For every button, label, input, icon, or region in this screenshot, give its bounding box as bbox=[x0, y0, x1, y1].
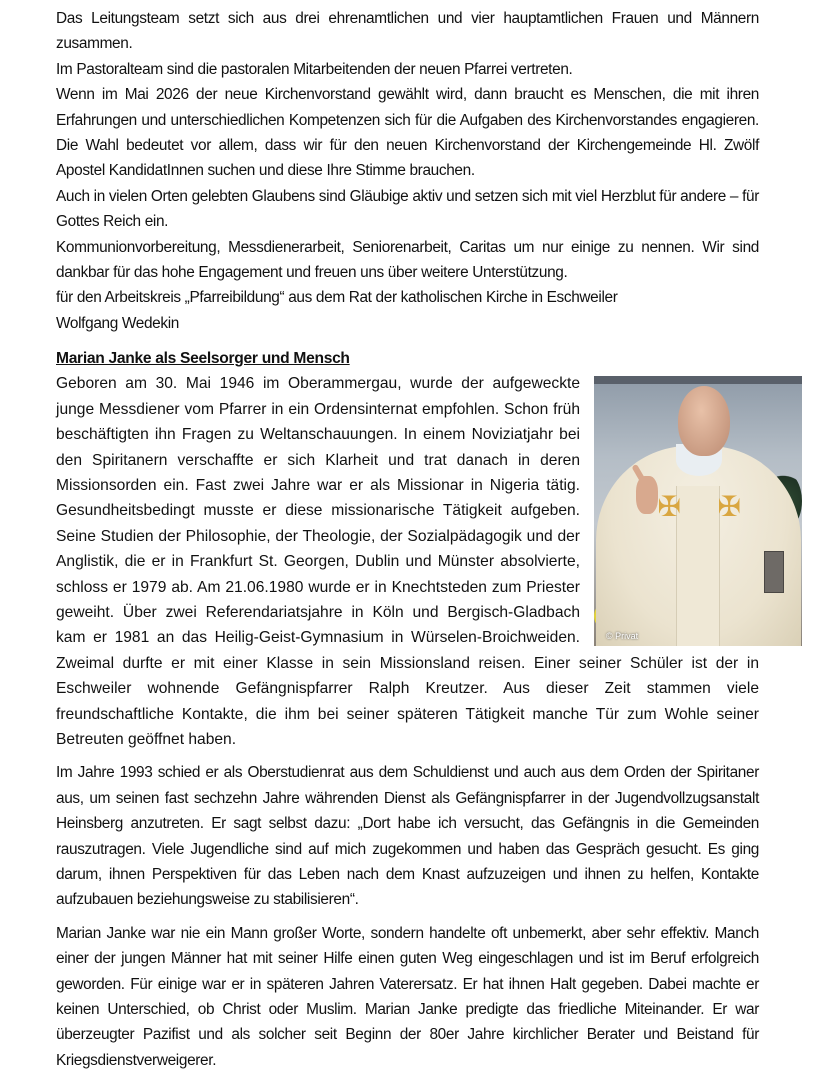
signature-name: Wolfgang Wedekin bbox=[56, 314, 180, 332]
article-paragraph: Im Jahre 1993 schied er als Oberstudienrat aus dem Schuldienst und auch aus dem Orden der Spiritaner aus, um seinen fast sechzehn Jahre währenden Dienst als Gefängnispfarrer in der Jugendvollzugsanstalt Heinsberg anzutreten. Er sagt selbst dazu: „Dort habe ich versucht, das Gefängnis in die Gemeinden rauszutragen. Viele Jugendliche sind auf mich zugekommen und haben das Gespräch gesucht. Es ging darum, ihnen Perspektiven für das Leben nach dem Knast aufzuzeigen und ihnen zu helfen, Kontakte aufzubauen beziehungsweise zu stabilisieren“. bbox=[56, 764, 759, 909]
signature-line: für den Arbeitskreis „Pfarreibildung“ aus dem Rat der katholischen Kirche in Eschweiler bbox=[56, 289, 618, 307]
intro-section bbox=[56, 6, 759, 336]
photo-credit: © Privat bbox=[606, 631, 639, 642]
intro-paragraph: Im Pastoralteam sind die pastoralen Mitarbeitenden der neuen Pfarrei vertreten. bbox=[56, 60, 573, 78]
cross-icon: ✠ bbox=[657, 490, 681, 524]
portrait-photo bbox=[594, 376, 802, 646]
photo-stole bbox=[676, 486, 720, 646]
intro-paragraph: Das Leitungsteam setzt sich aus drei ehrenamtlichen und vier hauptamtlichen Frauen und Männern zusammen. bbox=[56, 10, 759, 53]
photo-hand bbox=[636, 476, 658, 514]
photo-cup bbox=[764, 551, 784, 593]
cross-icon: ✠ bbox=[717, 490, 741, 524]
intro-paragraph: Auch in vielen Orten gelebten Glaubens sind Gläubige aktiv und setzen sich mit viel Herzblut für andere – für Gottes Reich ein. bbox=[56, 187, 759, 231]
document-page bbox=[56, 6, 759, 1073]
photo-head bbox=[678, 386, 730, 456]
intro-paragraph: Wenn im Mai 2026 der neue Kirchenvorstand gewählt wird, dann braucht es Menschen, die mit ihren Erfahrungen und unterschiedlichen Kompetenzen sich für die Aufgaben des Kirchenvorstandes engagieren. Die Wahl bedeutet vor allem, dass wir für den neuen Kirchenvorstand der Kirchengemeinde Hl. Zwölf Apostel KandidatInnen suchen und diese Ihre Stimme brauchen. bbox=[56, 86, 759, 180]
photo-beam bbox=[594, 376, 802, 384]
intro-paragraph: Kommunionvorbereitung, Messdienerarbeit, Seniorenarbeit, Caritas um nur einige zu nennen. Wir sind dankbar für das hohe Engagement und freuen uns über weitere Unterstützung. bbox=[56, 238, 759, 282]
article-paragraph: Marian Janke war nie ein Mann großer Worte, sondern handelte oft unbemerkt, aber sehr effektiv. Manch einer der jungen Männer hat mit seiner Hilfe einen guten Weg eingeschlagen und ist im Beruf erfolgreich geworden. Für einige war er in späteren Jahren Vaterersatz. Er hat ihnen Halt gegeben. Dabei machte er keinen Unterschied, ob Christ oder Muslim. Marian Janke predigte das friedliche Miteinander. Er war überzeugter Pazifist und als solcher seit Beginn der 80er Jahre kirchlicher Berater und Beistand für Kriegsdienstverweigerer. bbox=[56, 924, 759, 1069]
article-paragraph: Geboren am 30. Mai 1946 im Oberammergau, wurde der aufgeweckte junge Messdiener vom Pfarrer in ein Ordensinternat empfohlen. Schon früh beschäftigten ihn Fragen zu Weltanschauungen. In einem Noviziatjahr bei den Spiritanern verschaffte er sich Klarheit und trat danach in deren Missionsorden ein. Fast zwei Jahre war er als Missionar in Nigeria tätig. Gesundheitsbedingt musste er diese missionarische Tätigkeit aufgeben. Seine Studien der Philosophie, der Theologie, der Sozialpädagogik und der Anglistik, die er in Frankfurt St. Georgen, Dublin und Münster absolvierte, schloss er 1979 ab. Am 21.06.1980 wurde er in Knechtsteden zum Priester geweiht. Über zwei Referendariatsjahre in Köln und Bergisch-Gladbach kam er 1981 an das Heilig-Geist-Gymnasium in Würselen-Broichweiden. Zweimal durfte er mit einer Klasse in sein Missionsland reisen. Einer seiner Schüler ist der in Eschweiler wohnende Gefängnispfarrer Ralph Kreutzer. Aus dieser Zeit stammen viele freundschaftliche Kontakte, die ihm bei seiner späteren Tätigkeit manche Tür zum Wohle seiner Betreuten geöffnet haben. bbox=[56, 375, 759, 748]
article-heading: Marian Janke als Seelsorger und Mensch bbox=[56, 350, 350, 368]
article-section bbox=[56, 346, 759, 1073]
